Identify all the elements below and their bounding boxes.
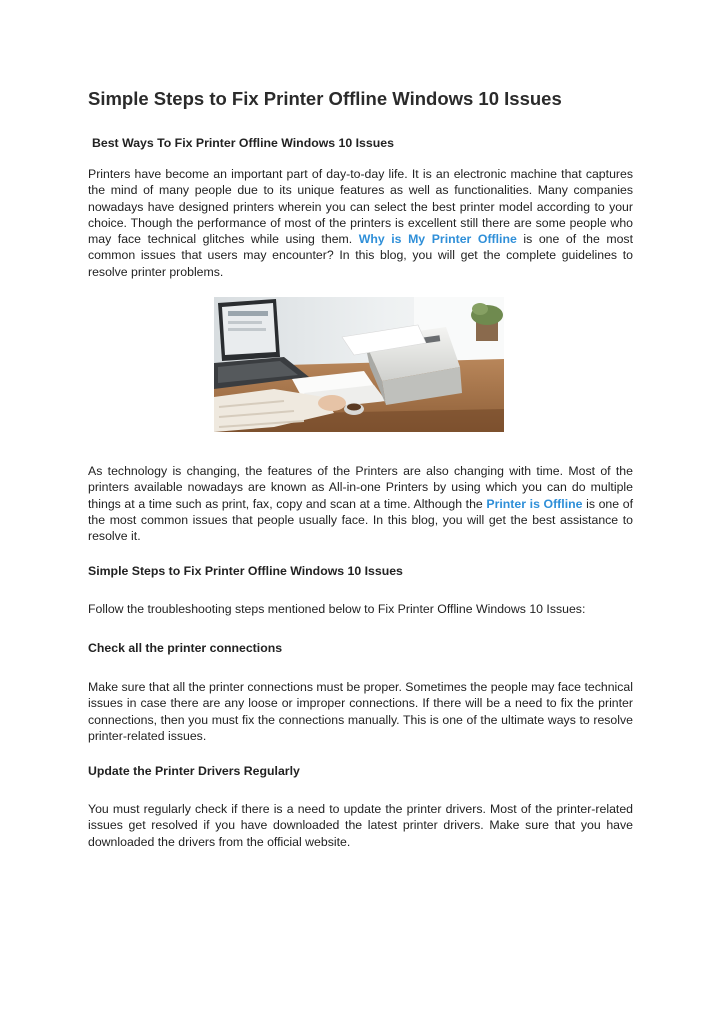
intro-paragraph [88,166,633,280]
intro-text-before: Printers have become an important part of day-to-day life. It is an electronic machine that captures the mind of many people due to its unique features as well as functionalities. Many companies nowadays have designed printers wherein you can select the best printer model according to your choice. Though the performance of most of the printers is excellent still there are some people who may face technical glitches while using them. [88,167,633,247]
technology-paragraph [88,463,633,544]
section-heading: Simple Steps to Fix Printer Offline Windows 10 Issues [88,564,403,578]
technology-text-after: is one of the most common issues that people usually face. In this blog, you will get the best assistance to resolve it. [88,496,633,544]
printer-photo [214,297,504,432]
technology-text-before: As technology is changing, the features of the Printers are also changing with time. Most of the printers available nowadays are known as All-in-one Printers by using which you can do multiple things at a time such as print, fax, copy and scan at a time. Although the [88,464,633,511]
subtitle: Best Ways To Fix Printer Offline Windows 10 Issues [92,136,394,150]
step2-body: You must regularly check if there is a need to update the printer drivers. Most of the printer-related issues get resolved if you have downloaded the latest printer drivers. Make sure that you have downloaded the drivers from the official website. [88,802,633,849]
page-title: Simple Steps to Fix Printer Offline Windows 10 Issues [88,88,562,109]
printer-is-offline-link[interactable]: Printer is Offline [486,496,583,511]
step1-body: Make sure that all the printer connections must be proper. Sometimes the people may face technical issues in case there are any loose or improper connections. If there will be a need to fix the printer connections, then you must fix the connections manually. This is one of the ultimate ways to resolve printer-related issues. [88,680,633,743]
intro-text-after: is one of the most common issues that users may encounter? In this blog, you will get the complete guidelines to resolve printer problems. [88,232,633,279]
follow-text: Follow the troubleshooting steps mentioned below to Fix Printer Offline Windows 10 Issues: [88,602,586,616]
step1-heading: Check all the printer connections [88,641,283,655]
step2-heading: Update the Printer Drivers Regularly [88,764,300,778]
why-printer-offline-link[interactable]: Why is My Printer Offline [358,232,517,247]
